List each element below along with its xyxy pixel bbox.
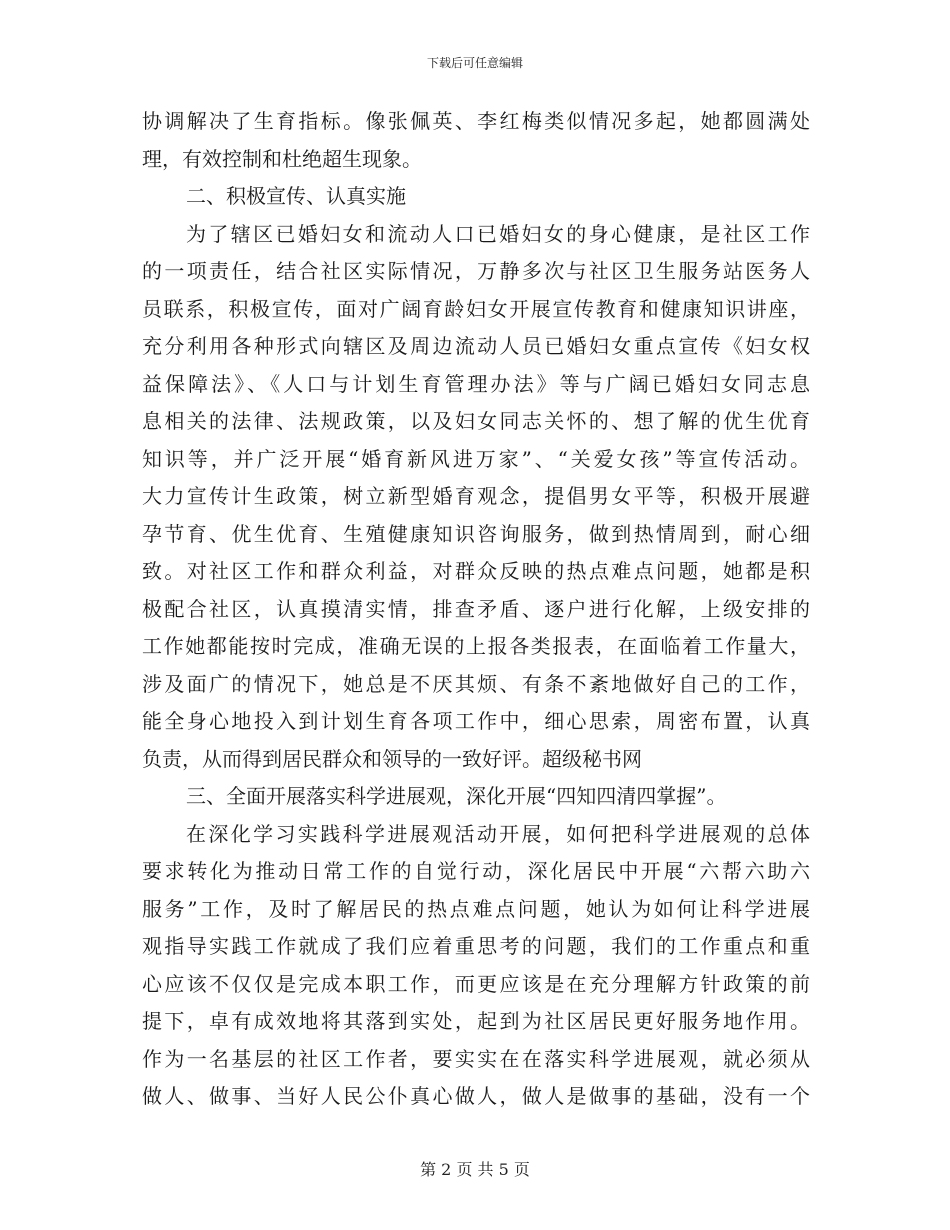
text-line: 服务”工作，及时了解居民的热点难点问题，她认为如何让科学进展	[142, 896, 810, 921]
text-line: 孕节育、优生优育、生殖健康知识咨询服务，做到热情周到，耐心细	[142, 521, 810, 546]
text-line: 负责，从而得到居民群众和领导的一致好评。超级秘书网	[142, 746, 642, 771]
text-line: 在深化学习实践科学进展观活动开展，如何把科学进展观的总体	[186, 821, 810, 846]
text-line: 员联系，积极宣传，面对广阔育龄妇女开展宣传教育和健康知识讲座，	[142, 296, 810, 321]
text-line: 涉及面广的情况下，她总是不厌其烦、有条不紊地做好自己的工作，	[142, 671, 810, 696]
text-line: 协调解决了生育指标。像张佩英、李红梅类似情况多起，她都圆满处	[142, 109, 810, 133]
text-line: 能全身心地投入到计划生育各项工作中，细心思索，周密布置，认真	[142, 709, 810, 733]
text-line: 理，有效控制和杜绝超生现象。	[142, 146, 422, 171]
text-line: 要求转化为推动日常工作的自觉行动，深化居民中开展“六帮六助六	[142, 859, 810, 883]
text-line: 观指导实践工作就成了我们应着重思考的问题，我们的工作重点和重	[142, 934, 810, 958]
text-line: 作为一名基层的社区工作者，要实实在在落实科学进展观，就必须从	[142, 1046, 810, 1071]
text-line: 提下，卓有成效地将其落到实处，起到为社区居民更好服务地作用。	[142, 1009, 810, 1033]
text-line: 二、积极宣传、认真实施	[186, 184, 406, 208]
text-line: 充分利用各种形式向辖区及周边流动人员已婚妇女重点宣传《妇女权	[142, 334, 810, 358]
text-line: 极配合社区，认真摸清实情，排查矛盾、逐户进行化解，上级安排的	[142, 596, 810, 621]
document-body	[142, 103, 810, 1116]
text-line: 大力宣传计生政策，树立新型婚育观念，提倡男女平等，积极开展避	[142, 484, 810, 508]
text-line: 做人、做事、当好人民公仆真心做人，做人是做事的基础，没有一个	[142, 1084, 810, 1108]
text-line: 致。对社区工作和群众利益，对群众反映的热点难点问题，她都是积	[142, 559, 810, 583]
text-line: 益保障法》、《人口与计划生育管理办法》等与广阔已婚妇女同志息	[142, 371, 810, 396]
text-line: 心应该不仅仅是完成本职工作，而更应该是在充分理解方针政策的前	[142, 971, 810, 996]
text-line: 为了辖区已婚妇女和流动人口已婚妇女的身心健康，是社区工作	[186, 221, 810, 246]
text-line: 的一项责任，结合社区实际情况，万静多次与社区卫生服务站医务人	[142, 259, 810, 283]
text-line: 三、全面开展落实科学进展观，深化开展“四知四清四掌握”。	[186, 784, 727, 808]
page-number-footer: 第 2 页 共 5 页	[420, 1160, 530, 1179]
text-line: 工作她都能按时完成，准确无误的上报各类报表，在面临着工作量大，	[142, 634, 810, 658]
text-line: 知识等，并广泛开展“婚育新风进万家”、“关爱女孩”等宣传活动。	[142, 446, 810, 471]
page-header: 下载后可任意编辑	[426, 56, 523, 70]
text-line: 息相关的法律、法规政策，以及妇女同志关怀的、想了解的优生优育	[142, 409, 810, 433]
